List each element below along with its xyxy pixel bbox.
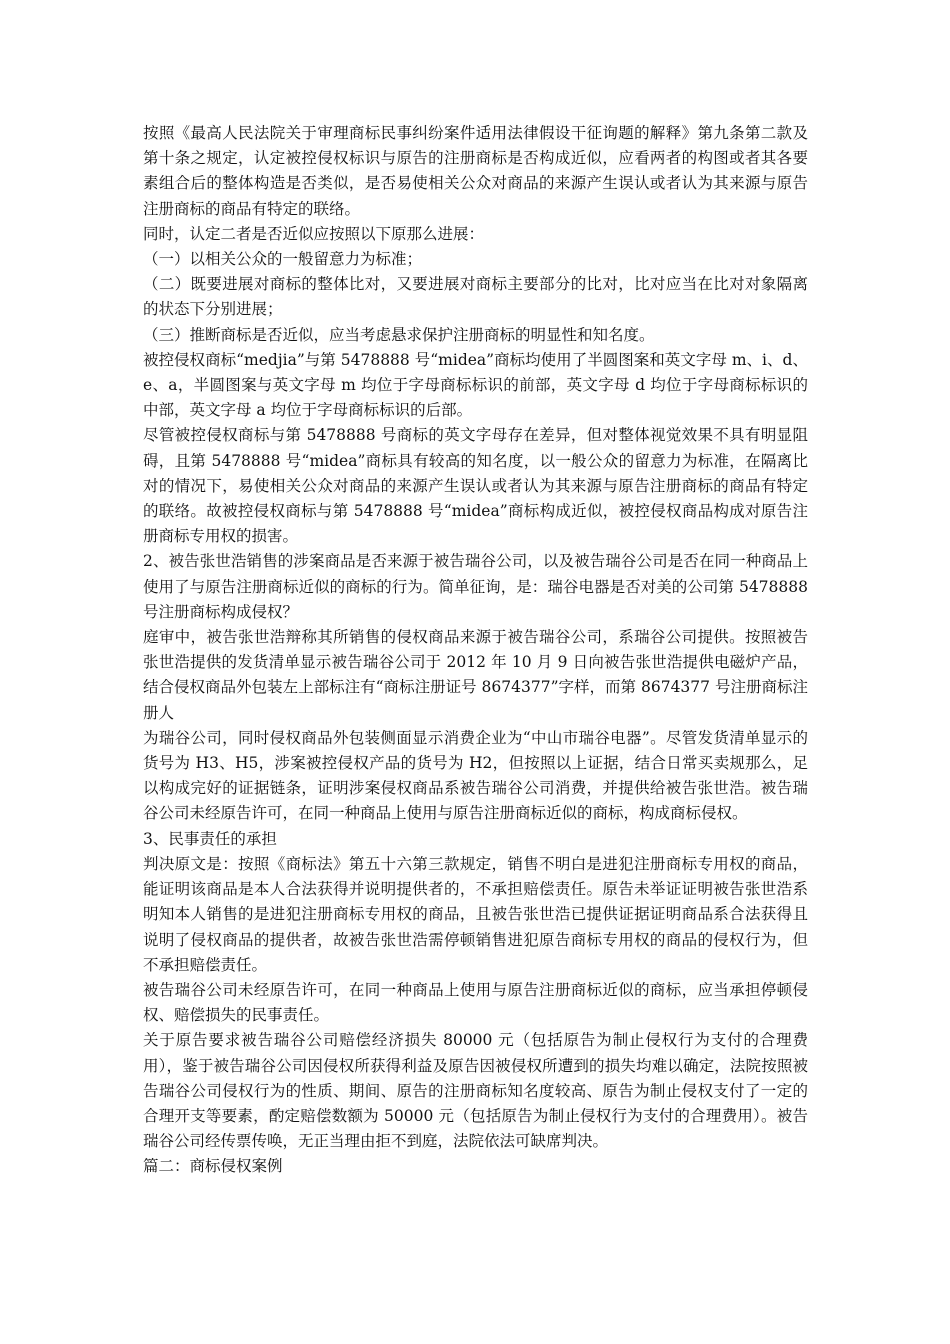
paragraph-issue-3-heading: 3、民事责任的承担	[143, 829, 277, 848]
paragraph-damages: 关于原告要求被告瑞谷公司赔偿经济损失 80000 元（包括原告为制止侵权行为支付的合理费用），鉴于被告瑞谷公司因侵权所获得利益及原告因被侵权所遭到的损失均难以确定，法院按照被告瑞谷公司侵权行为的性质、期间、原告的注册商标知名度较高、原告为制止侵权支付了一定的合理开支等要素，酌定赔偿数额为 50000 元（包括原告为制止侵权行为支付的合理费用）。被告瑞谷公司经传票传唤，无正当理由拒不到庭，法院依法可缺席判决。	[143, 1031, 808, 1151]
paragraph-similarity-conclusion: 尽管被控侵权商标与第 5478888 号商标的英文字母存在差异，但对整体视觉效果不具有明显阻碍，且第 5478888 号“midea”商标具有较高的知名度，以一般公众的留意力为标准，在隔离比对的情况下，易使相关公众对商品的来源产生误认或者认为其来源与原告注册商标的商品有特定的联络。故被控侵权商标与第 5478888 号“midea”商标构成近似，被控侵权商品构成对原告注册商标专用权的损害。	[143, 426, 808, 546]
paragraph-trial-evidence-continued: 为瑞谷公司，同时侵权商品外包装侧面显示消费企业为“中山市瑞谷电器”。尽管发货清单显示的货号为 H3、H5，涉案被控侵权产品的货号为 H2，但按照以上证据，结合日常买卖规那么，足以构成完好的证据链条，证明涉案侵权商品系被告瑞谷公司消费，并提供给被告张世浩。被告瑞谷公司未经原告许可，在同一种商品上使用与原告注册商标近似的商标，构成商标侵权。	[143, 728, 808, 823]
paragraph-ruigu-liability: 被告瑞谷公司未经原告许可，在同一种商品上使用与原告注册商标近似的商标，应当承担停顿侵权、赔偿损失的民事责任。	[143, 980, 808, 1025]
paragraph-judgment-text: 判决原文是：按照《商标法》第五十六第三款规定，销售不明白是进犯注册商标专用权的商品，能证明该商品是本人合法获得并说明提供者的，不承担赔偿责任。原告未举证证明被告张世浩系明知本人销售的是进犯注册商标专用权的商品，且被告张世浩已提供证据证明商品系合法获得且说明了侵权商品的提供者，故被告张世浩需停顿销售进犯原告商标专用权的商品的侵权行为，但不承担赔偿责任。	[143, 854, 808, 974]
paragraph-interpretation-basis: 按照《最高人民法院关于审理商标民事纠纷案件适用法律假设干征询题的解释》第九条第二款及第十条之规定，认定被控侵权标识与原告的注册商标是否构成近似，应看两者的构图或者其各要素组合后的整体构造是否类似，是否易使相关公众对商品的来源产生误认或者认为其来源与原告注册商标的商品有特定的联络。	[143, 124, 808, 218]
paragraph-mark-comparison: 被控侵权商标“medjia”与第 5478888 号“midea”商标均使用了半圆图案和英文字母 m、i、d、e、a，半圆图案与英文字母 m 均位于字母商标标识的前部，英文字母 d 均位于字母商标标识的中部，英文字母 a 均位于字母商标标识的后部。	[143, 350, 808, 420]
paragraph-part-two-heading: 篇二：商标侵权案例	[143, 1157, 283, 1176]
paragraph-principle-2: （二）既要进展对商标的整体比对，又要进展对商标主要部分的比对，比对应当在比对对象隔离的状态下分别进展；	[143, 275, 808, 319]
document-body	[143, 121, 808, 1180]
paragraph-principles-intro: 同时，认定二者是否近似应按照以下原那么进展：	[143, 224, 485, 243]
paragraph-principle-3: （三）推断商标是否近似，应当考虑悬求保护注册商标的明显性和知名度。	[143, 325, 655, 344]
paragraph-principle-1: （一）以相关公众的一般留意力为标准；	[143, 250, 423, 269]
paragraph-trial-evidence: 庭审中，被告张世浩辩称其所销售的侵权商品来源于被告瑞谷公司，系瑞谷公司提供。按照被告张世浩提供的发货清单显示被告瑞谷公司于 2012 年 10 月 9 日向被告张世浩提供电磁炉产品，结合侵权商品外包装左上部标注有“商标注册证号 8674377”字样，而第 8674377 号注册商标注册人	[143, 628, 808, 722]
paragraph-issue-2: 2、被告张世浩销售的涉案商品是否来源于被告瑞谷公司，以及被告瑞谷公司是否在同一种商品上使用了与原告注册商标近似的商标的行为。简单征询，是：瑞谷电器是否对美的公司第 5478888 号注册商标构成侵权？	[143, 552, 808, 621]
